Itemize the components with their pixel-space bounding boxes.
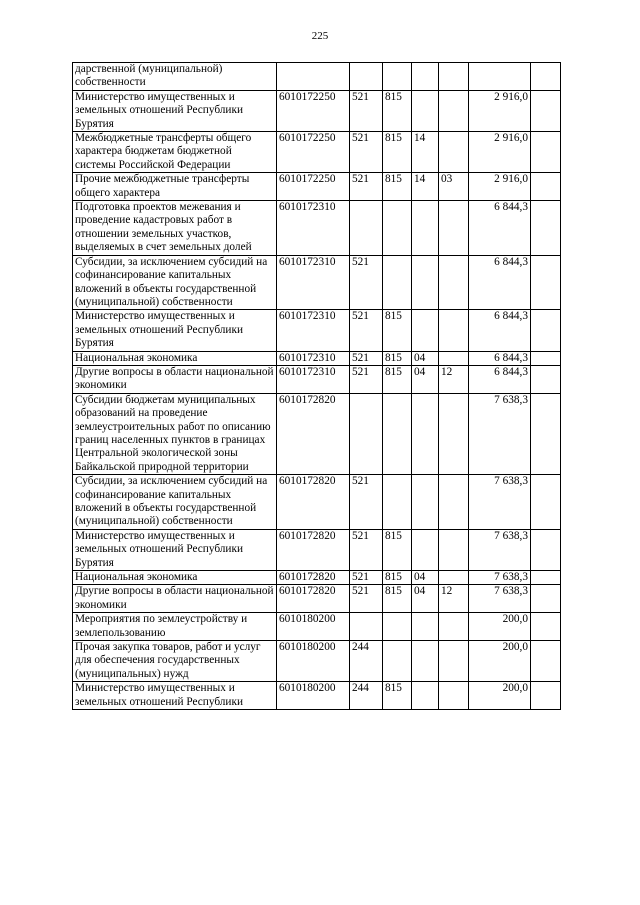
row-ministry-code-cell: 815 <box>383 529 412 570</box>
row-name-cell: Национальная экономика <box>73 571 277 585</box>
row-section-cell <box>412 682 439 710</box>
table-row <box>73 641 561 682</box>
row-subsection-cell <box>439 613 469 641</box>
row-target-code-cell: 6010180200 <box>277 613 350 641</box>
row-expense-type-cell <box>350 613 383 641</box>
row-subsection-cell <box>439 393 469 474</box>
row-section-cell <box>412 529 439 570</box>
row-section-cell: 14 <box>412 173 439 201</box>
table-row <box>73 613 561 641</box>
row-name-cell: Субсидии, за исключением субсидий на софинансирование капитальных вложений в объекты государственной (муниципальной) собственности <box>73 255 277 310</box>
row-expense-type-cell: 521 <box>350 351 383 365</box>
row-target-code-cell: 6010172310 <box>277 201 350 256</box>
row-target-code-cell: 6010172820 <box>277 585 350 613</box>
row-amount-cell: 7 638,3 <box>469 529 531 570</box>
row-subsection-cell <box>439 255 469 310</box>
row-ministry-code-cell <box>383 475 412 530</box>
row-ministry-code-cell: 815 <box>383 90 412 131</box>
table-row <box>73 475 561 530</box>
row-amount-cell: 6 844,3 <box>469 351 531 365</box>
row-section-cell: 04 <box>412 585 439 613</box>
row-amount-cell: 6 844,3 <box>469 310 531 351</box>
table-row <box>73 571 561 585</box>
row-section-cell: 04 <box>412 571 439 585</box>
row-extra-cell <box>531 571 561 585</box>
row-extra-cell <box>531 310 561 351</box>
row-extra-cell <box>531 173 561 201</box>
row-name-cell: Министерство имущественных и земельных отношений Республики Бурятия <box>73 529 277 570</box>
table-row <box>73 351 561 365</box>
table-row <box>73 63 561 91</box>
row-expense-type-cell: 244 <box>350 682 383 710</box>
page-number: 225 <box>311 30 329 42</box>
row-ministry-code-cell: 815 <box>383 132 412 173</box>
row-section-cell <box>412 63 439 91</box>
row-expense-type-cell: 521 <box>350 365 383 393</box>
row-expense-type-cell: 521 <box>350 571 383 585</box>
row-target-code-cell: 6010172820 <box>277 571 350 585</box>
row-target-code-cell: 6010180200 <box>277 641 350 682</box>
row-target-code-cell: 6010172820 <box>277 393 350 474</box>
row-amount-cell: 6 844,3 <box>469 255 531 310</box>
row-extra-cell <box>531 132 561 173</box>
row-section-cell <box>412 90 439 131</box>
row-ministry-code-cell: 815 <box>383 682 412 710</box>
row-name-cell: Министерство имущественных и земельных отношений Республики Бурятия <box>73 310 277 351</box>
table-row <box>73 682 561 710</box>
row-ministry-code-cell <box>383 201 412 256</box>
row-amount-cell: 7 638,3 <box>469 475 531 530</box>
row-extra-cell <box>531 365 561 393</box>
row-expense-type-cell: 521 <box>350 310 383 351</box>
row-extra-cell <box>531 529 561 570</box>
row-extra-cell <box>531 613 561 641</box>
row-ministry-code-cell: 815 <box>383 351 412 365</box>
row-target-code-cell: 6010172310 <box>277 255 350 310</box>
row-expense-type-cell: 521 <box>350 529 383 570</box>
row-subsection-cell <box>439 132 469 173</box>
table-row <box>73 132 561 173</box>
row-ministry-code-cell: 815 <box>383 571 412 585</box>
row-subsection-cell <box>439 641 469 682</box>
row-subsection-cell <box>439 310 469 351</box>
row-section-cell <box>412 393 439 474</box>
row-ministry-code-cell <box>383 255 412 310</box>
row-target-code-cell: 6010172250 <box>277 132 350 173</box>
row-subsection-cell <box>439 63 469 91</box>
table-row <box>73 529 561 570</box>
row-name-cell: Министерство имущественных и земельных отношений Республики <box>73 682 277 710</box>
row-extra-cell <box>531 393 561 474</box>
row-section-cell: 04 <box>412 365 439 393</box>
row-section-cell <box>412 641 439 682</box>
row-name-cell: Субсидии бюджетам муниципальных образований на проведение землеустроительных работ по описанию границ населенных пунктов в границах Центральной экологической зоны Байкальской природной территории <box>73 393 277 474</box>
row-expense-type-cell <box>350 393 383 474</box>
row-target-code-cell: 6010172310 <box>277 310 350 351</box>
row-section-cell: 14 <box>412 132 439 173</box>
row-target-code-cell: 6010172820 <box>277 475 350 530</box>
budget-table <box>72 62 561 710</box>
table-row <box>73 310 561 351</box>
row-ministry-code-cell: 815 <box>383 585 412 613</box>
row-section-cell <box>412 255 439 310</box>
row-amount-cell: 2 916,0 <box>469 90 531 131</box>
table-row <box>73 90 561 131</box>
row-extra-cell <box>531 641 561 682</box>
row-extra-cell <box>531 63 561 91</box>
row-expense-type-cell <box>350 63 383 91</box>
table-row <box>73 255 561 310</box>
table-row <box>73 173 561 201</box>
row-expense-type-cell: 521 <box>350 585 383 613</box>
row-ministry-code-cell: 815 <box>383 173 412 201</box>
table-row <box>73 365 561 393</box>
row-ministry-code-cell <box>383 613 412 641</box>
row-name-cell: дарственной (муниципальной) собственности <box>73 63 277 91</box>
row-expense-type-cell: 244 <box>350 641 383 682</box>
row-amount-cell: 6 844,3 <box>469 201 531 256</box>
row-expense-type-cell: 521 <box>350 475 383 530</box>
row-target-code-cell <box>277 63 350 91</box>
row-extra-cell <box>531 90 561 131</box>
row-subsection-cell: 03 <box>439 173 469 201</box>
row-target-code-cell: 6010172820 <box>277 529 350 570</box>
row-amount-cell: 200,0 <box>469 682 531 710</box>
row-name-cell: Другие вопросы в области национальной экономики <box>73 585 277 613</box>
row-amount-cell: 7 638,3 <box>469 585 531 613</box>
row-extra-cell <box>531 255 561 310</box>
row-target-code-cell: 6010180200 <box>277 682 350 710</box>
row-amount-cell: 7 638,3 <box>469 393 531 474</box>
row-ministry-code-cell <box>383 63 412 91</box>
row-section-cell <box>412 310 439 351</box>
row-extra-cell <box>531 201 561 256</box>
row-name-cell: Другие вопросы в области национальной экономики <box>73 365 277 393</box>
row-expense-type-cell: 521 <box>350 255 383 310</box>
row-amount-cell: 2 916,0 <box>469 132 531 173</box>
table-row <box>73 585 561 613</box>
row-target-code-cell: 6010172310 <box>277 365 350 393</box>
row-name-cell: Министерство имущественных и земельных отношений Республики Бурятия <box>73 90 277 131</box>
row-ministry-code-cell <box>383 641 412 682</box>
table-row <box>73 201 561 256</box>
row-name-cell: Национальная экономика <box>73 351 277 365</box>
row-subsection-cell <box>439 475 469 530</box>
row-amount-cell: 200,0 <box>469 641 531 682</box>
row-subsection-cell <box>439 201 469 256</box>
row-amount-cell: 200,0 <box>469 613 531 641</box>
row-name-cell: Прочие межбюджетные трансферты общего характера <box>73 173 277 201</box>
row-subsection-cell <box>439 351 469 365</box>
row-subsection-cell <box>439 682 469 710</box>
row-extra-cell <box>531 682 561 710</box>
row-target-code-cell: 6010172250 <box>277 173 350 201</box>
row-subsection-cell: 12 <box>439 585 469 613</box>
row-subsection-cell <box>439 90 469 131</box>
row-subsection-cell: 12 <box>439 365 469 393</box>
row-name-cell: Мероприятия по землеустройству и землепользованию <box>73 613 277 641</box>
row-target-code-cell: 6010172310 <box>277 351 350 365</box>
row-amount-cell: 2 916,0 <box>469 173 531 201</box>
row-section-cell <box>412 201 439 256</box>
row-subsection-cell <box>439 571 469 585</box>
row-extra-cell <box>531 585 561 613</box>
table-row <box>73 393 561 474</box>
row-expense-type-cell <box>350 201 383 256</box>
row-ministry-code-cell <box>383 393 412 474</box>
row-ministry-code-cell: 815 <box>383 365 412 393</box>
row-ministry-code-cell: 815 <box>383 310 412 351</box>
row-target-code-cell: 6010172250 <box>277 90 350 131</box>
row-name-cell: Межбюджетные трансферты общего характера бюджетам бюджетной системы Российской Федерации <box>73 132 277 173</box>
row-subsection-cell <box>439 529 469 570</box>
row-name-cell: Субсидии, за исключением субсидий на софинансирование капитальных вложений в объекты государственной (муниципальной) собственности <box>73 475 277 530</box>
row-amount-cell <box>469 63 531 91</box>
row-section-cell <box>412 613 439 641</box>
row-section-cell: 04 <box>412 351 439 365</box>
row-extra-cell <box>531 475 561 530</box>
row-expense-type-cell: 521 <box>350 90 383 131</box>
row-expense-type-cell: 521 <box>350 173 383 201</box>
row-expense-type-cell: 521 <box>350 132 383 173</box>
row-name-cell: Прочая закупка товаров, работ и услуг для обеспечения государственных (муниципальных) нужд <box>73 641 277 682</box>
row-extra-cell <box>531 351 561 365</box>
row-section-cell <box>412 475 439 530</box>
row-amount-cell: 7 638,3 <box>469 571 531 585</box>
row-name-cell: Подготовка проектов межевания и проведение кадастровых работ в отношении земельных участков, выделяемых в счет земельных долей <box>73 201 277 256</box>
row-amount-cell: 6 844,3 <box>469 365 531 393</box>
